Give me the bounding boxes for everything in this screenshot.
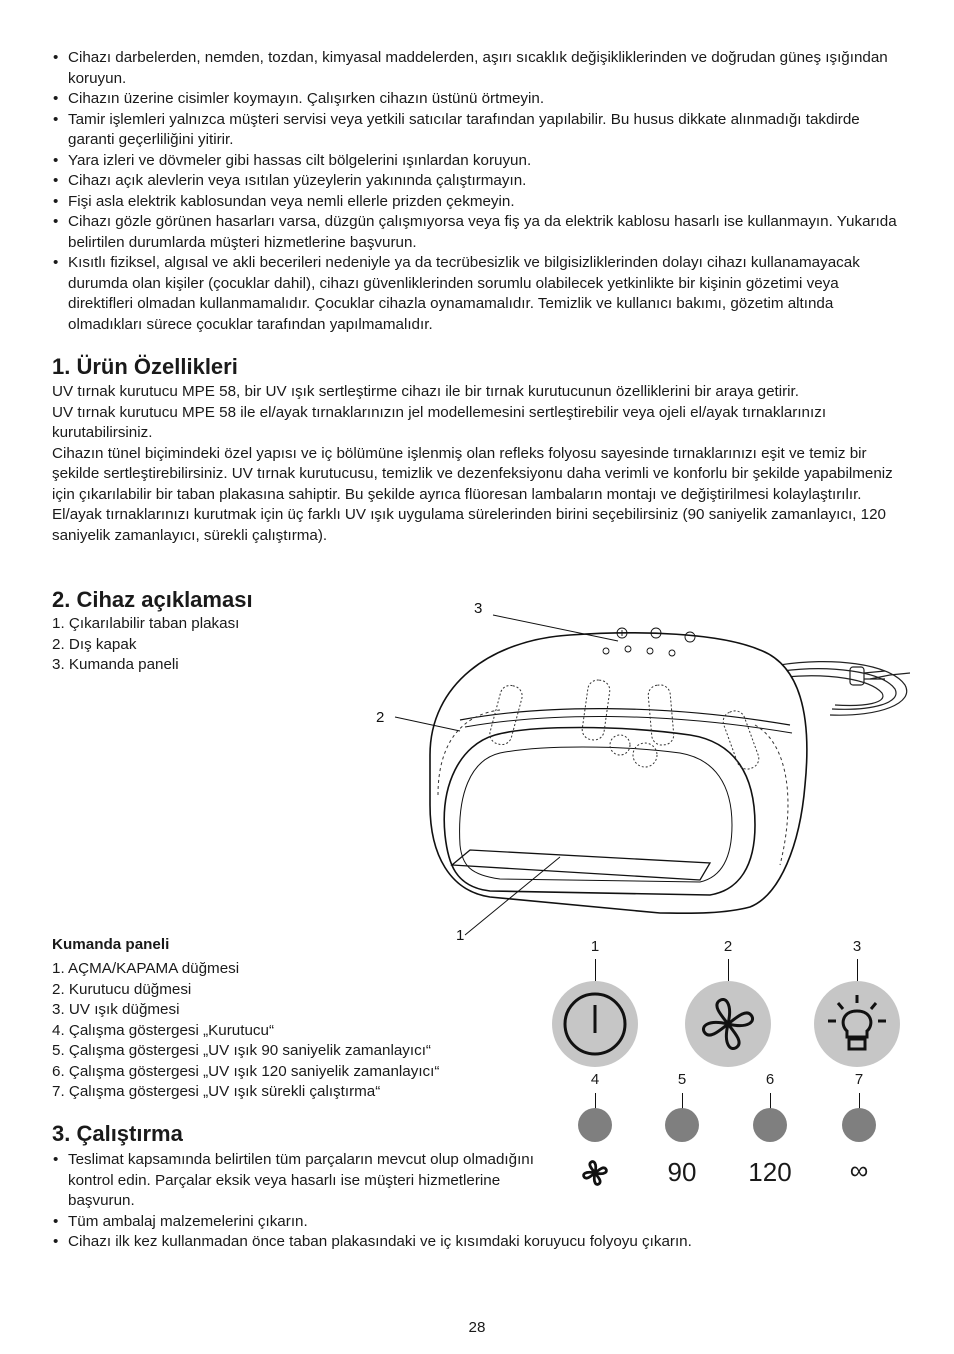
device-illustration	[360, 595, 920, 945]
indicator-dryer	[578, 1108, 612, 1142]
safety-bullet-list	[52, 48, 907, 335]
tunnel-opening	[444, 728, 755, 896]
list-item: • Yara izleri ve dövmeler gibi hassas cilt bölgelerini ışınlardan koruyun.	[52, 151, 907, 172]
list-item: 2. Dış kapak	[52, 635, 137, 653]
button-number-2: 2	[723, 938, 733, 955]
button-number-1: 1	[590, 938, 600, 955]
label-infinity: ∞	[849, 1155, 869, 1185]
list-item: • Tüm ambalaj malzemelerini çıkarın.	[52, 1212, 902, 1233]
indicator-120	[753, 1108, 787, 1142]
indicator-number-6: 6	[765, 1071, 775, 1088]
list-item: 4. Çalışma göstergesi „Kurutucu“	[52, 1021, 274, 1039]
list-item: • Cihazı ilk kez kullanmadan önce taban plakasındaki ve iç kısımdaki koruyucu folyoyu çıkarın.	[52, 1232, 902, 1253]
paragraph: El/ayak tırnaklarınızı kurutmak için üç farklı UV ışık uygulama sürelerinden birini seçebilirsiniz (90 saniyelik zamanlayıcı, 120 saniyelik zamanlayıcı, sürekli çalıştırma).	[52, 506, 886, 544]
list-item: 2. Kurutucu düğmesi	[52, 980, 192, 998]
uv-light-button[interactable]	[814, 981, 900, 1067]
power-icon	[552, 981, 638, 1067]
control-panel-list	[52, 959, 522, 1103]
callout-1: 1	[456, 927, 465, 944]
list-item: • Teslimat kapsamında belirtilen tüm parçaların mevcut olup olmadığını kontrol edin. Parçalar eksik veya hasarlı ise müşteri hizmetlerine başvurun.	[52, 1150, 538, 1212]
indicator-continuous	[842, 1108, 876, 1142]
uv-lamp-icon	[814, 981, 900, 1067]
section-1-body	[52, 382, 904, 546]
operation-bullet-list	[52, 1150, 902, 1253]
paragraph: Cihazın tünel biçimindeki özel yapısı ve iç bölümüne işlenmiş olan refleks folyosu sayesinde tırnaklarınızı eşit ve temiz bir şekilde sertleştirebilirsiniz. UV tırnak kurutucusu, temizlik ve dezenfeksiyonu daha verimli ve konforlu bir şekilde yapabilmeniz için çıkarılabilir bir taban plakasına sahiptir. Bu şekilde ayrıca flüoresan lambaların montajı ve değiştirilmesi kolaylaştırılır.	[52, 444, 893, 503]
section-1-heading: 1. Ürün Özellikleri	[52, 354, 238, 379]
page-number: 28	[468, 1319, 486, 1336]
list-item: 1. AÇMA/KAPAMA düğmesi	[52, 960, 240, 977]
list-item: 1. Çıkarılabilir taban plakası	[52, 615, 240, 632]
callout-2: 2	[376, 709, 385, 726]
list-item: 3. Kumanda paneli	[52, 656, 179, 673]
indicator-number-5: 5	[677, 1071, 687, 1088]
list-item: • Cihazı gözle görünen hasarları varsa, düzgün çalışmıyorsa veya fiş ya da elektrik kablosu hasarlı ise kullanmayın. Yukarıda belirtilen durumlarda müşteri hizmetlerine başvurun.	[52, 212, 907, 253]
control-panel-heading: Kumanda paneli	[52, 936, 170, 953]
list-item: • Kısıtlı fiziksel, algısal ve akli becerileri nedeniyle ya da tecrübesizlik ve bilgisizliklerinden dolayı cihazı kullanamayacak durumda olan kişiler (çocuklar dahil), cihazı güvenliklerinden sorumlu olabilecek yetkinlikte bir kişinin gözetimi veya direktifleri olmadan kullanmamalıdır. Çocuklar cihazla oynamamalıdır. Temizlik ve kullanıcı bakımı, gözetim altında olmadıkları sürece çocuklar tarafından yapılmamalıdır.	[52, 253, 907, 335]
power-button[interactable]	[552, 981, 638, 1067]
button-number-3: 3	[852, 938, 862, 955]
list-item: • Cihazı açık alevlerin veya ısıtılan yüzeylerin yakınında çalıştırmayın.	[52, 171, 907, 192]
paragraph: UV tırnak kurutucu MPE 58, bir UV ışık sertleştirme cihazı ile bir tırnak kurutucunun özelliklerini bir araya getirir.	[52, 383, 799, 400]
list-item: • Fişi asla elektrik kablosundan veya nemli ellerle prizden çekmeyin.	[52, 192, 907, 213]
list-item: • Tamir işlemleri yalnızca müşteri servisi veya yetkili satıcılar tarafından yapılabilir. Bu husus dikkate alınmadığı takdirde garanti geçerliliğini yitirir.	[52, 110, 907, 151]
label-120: 120	[748, 1157, 792, 1187]
list-item: • Cihazın üzerine cisimler koymayın. Çalışırken cihazın üstünü örtmeyin.	[52, 89, 907, 110]
callout-3: 3	[474, 600, 483, 617]
list-item: 7. Çalışma göstergesi „UV ışık sürekli çalıştırma“	[52, 1083, 381, 1100]
dryer-button[interactable]	[685, 981, 771, 1067]
indicator-90	[665, 1108, 699, 1142]
list-item: 3. UV ışık düğmesi	[52, 1001, 180, 1018]
list-item: 6. Çalışma göstergesi „UV ışık 120 saniyelik zamanlayıcı“	[52, 1062, 440, 1080]
list-item: 5. Çalışma göstergesi „UV ışık 90 saniyelik zamanlayıcı“	[52, 1042, 431, 1059]
indicator-number-7: 7	[854, 1071, 864, 1088]
indicator-number-4: 4	[590, 1071, 600, 1088]
section-3-heading: 3. Çalıştırma	[52, 1121, 183, 1146]
list-item: • Cihazı darbelerden, nemden, tozdan, kimyasal maddelerden, aşırı sıcaklık değişikliklerinden ve doğrudan güneş ışığından koruyun.	[52, 48, 907, 89]
paragraph: UV tırnak kurutucu MPE 58 ile el/ayak tırnaklarınızın jel modellemesini sertleştirebilir veya ojeli el/ayak tırnaklarınızı kurutabilirsiniz.	[52, 403, 827, 441]
section-2-heading: 2. Cihaz açıklaması	[52, 587, 253, 612]
fan-icon	[685, 981, 771, 1067]
device-parts-list	[52, 614, 352, 676]
label-90: 90	[667, 1157, 697, 1187]
